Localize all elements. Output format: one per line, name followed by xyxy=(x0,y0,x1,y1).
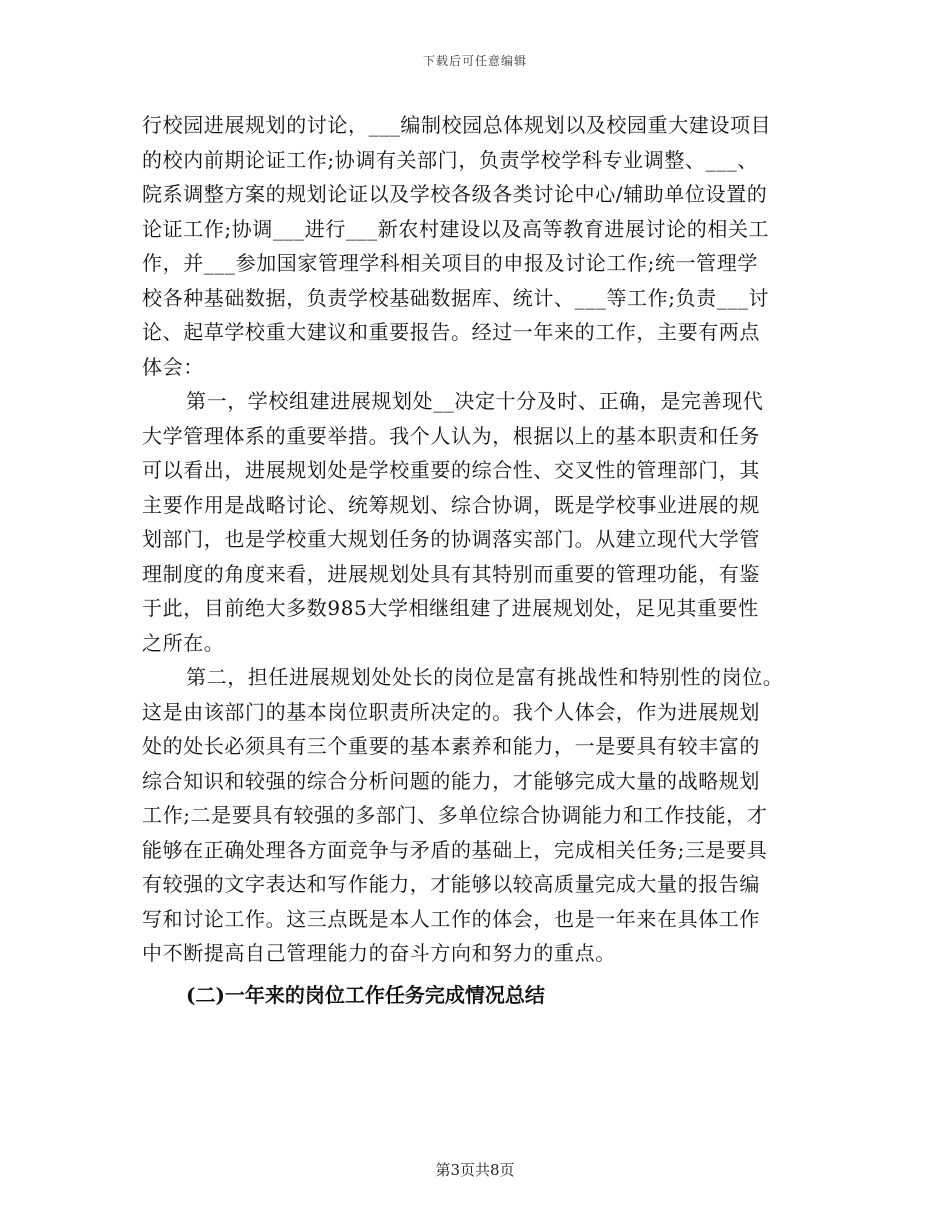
text-line: 处的处长必须具有三个重要的基本素养和能力，一是要具有较丰富的 xyxy=(142,734,760,758)
page-header: 下载后可任意编辑 xyxy=(422,54,527,68)
text-line: 作，并___参加国家管理学科相关项目的申报及讨论工作;统一管理学 xyxy=(142,251,758,275)
text-line: 院系调整方案的规划论证以及学校各级各类讨论中心/辅助单位设置的 xyxy=(142,182,768,206)
paragraph-3 xyxy=(142,660,812,971)
text-line: 这是由该部门的基本岗位职责所决定的。我个人体会，作为进展规划 xyxy=(142,699,760,724)
text-line: 有较强的文字表达和写作能力，才能够以较高质量完成大量的报告编 xyxy=(142,872,760,896)
text-line: 于此，目前绝大多数985大学相继组建了进展规划处，足见其重要性 xyxy=(142,596,759,620)
text-line: 中不断提高自己管理能力的奋斗方向和努力的重点。 xyxy=(142,941,616,965)
paragraph-1 xyxy=(142,108,812,384)
text-line: 论、起草学校重大建议和重要报告。经过一年来的工作，主要有两点 xyxy=(142,320,760,344)
document-body xyxy=(142,108,812,1015)
text-line: 理制度的角度来看，进展规划处具有其特别而重要的管理功能，有鉴 xyxy=(142,561,760,586)
text-line: 能够在正确处理各方面竞争与矛盾的基础上，完成相关任务;三是要具 xyxy=(142,837,768,862)
text-line: 划部门，也是学校重大规划任务的协调落实部门。从建立现代大学管 xyxy=(142,527,760,551)
text-line: 第二，担任进展规划处处长的岗位是富有挑战性和特别性的岗位。 xyxy=(186,665,784,689)
text-line: 校各种基础数据，负责学校基础数据库、统计、___等工作;负责___讨 xyxy=(142,285,770,310)
page-footer: 第3页共8页 xyxy=(435,1161,515,1179)
paragraph-2 xyxy=(142,384,812,660)
text-line: 之所在。 xyxy=(142,630,225,655)
text-line: 主要作用是战略讨论、统筹规划、综合协调，既是学校事业进展的规 xyxy=(142,492,760,517)
text-line: 工作;二是要具有较强的多部门、多单位综合协调能力和工作技能，才 xyxy=(142,803,768,827)
text-line: 论证工作;协调___进行___新农村建设以及高等教育进展讨论的相关工 xyxy=(142,216,770,241)
text-line: 综合知识和较强的综合分析问题的能力，才能够完成大量的战略规划 xyxy=(142,768,760,793)
text-line: 写和讨论工作。这三点既是本人工作的体会，也是一年来在具体工作 xyxy=(142,906,760,931)
text-line: 体会： xyxy=(142,354,204,379)
text-line: 大学管理体系的重要举措。我个人认为，根据以上的基本职责和任务 xyxy=(142,423,760,448)
text-line: 的校内前期论证工作;协调有关部门，负责学校学科专业调整、___、 xyxy=(142,147,758,172)
text-line: 可以看出，进展规划处是学校重要的综合性、交叉性的管理部门，其 xyxy=(142,458,760,482)
text-line: 第一，学校组建进展规划处__决定十分及时、正确，是完善现代 xyxy=(186,389,764,413)
section-heading: (二)一年来的岗位工作任务完成情况总结 xyxy=(186,982,545,1007)
text-line: 行校园进展规划的讨论，___编制校园总体规划以及校园重大建设项目 xyxy=(142,113,772,137)
